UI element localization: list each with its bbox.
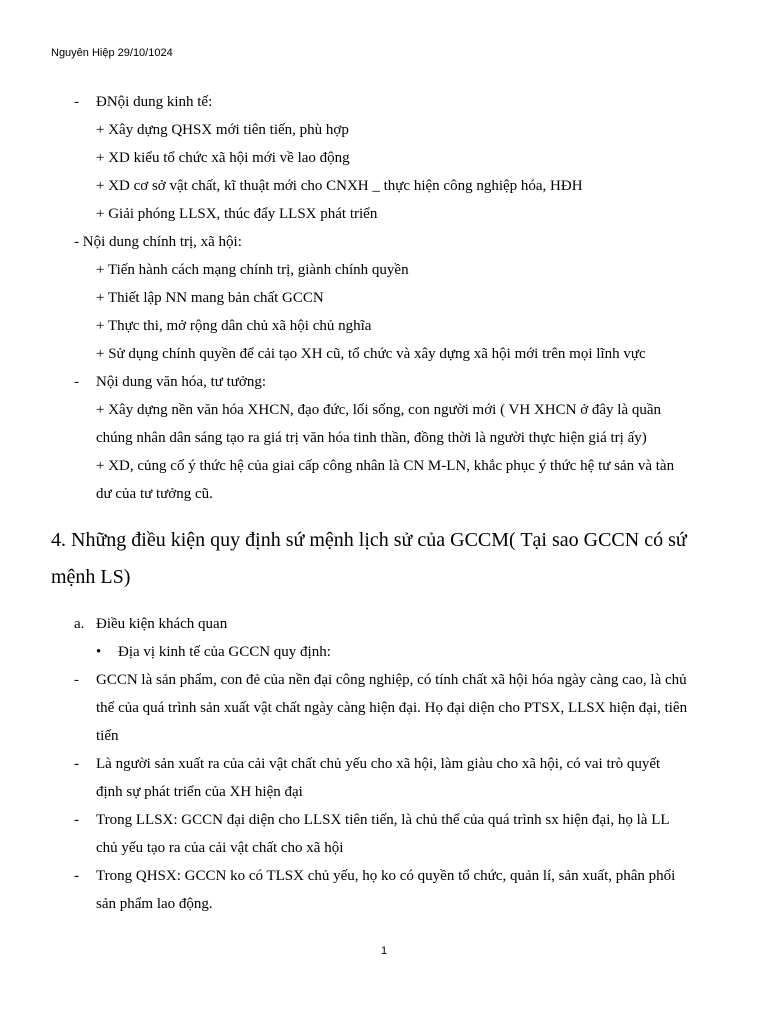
list-item: + Thiết lập NN mang bản chất GCCN [96, 290, 324, 306]
paragraph-line: GCCN là sản phẩm, con đẻ của nền đại công nghiệp, có tính chất xã hội hóa ngày càng cao, là chủ [96, 672, 687, 688]
paragraph-line: chủ yếu tạo ra của cải vật chất cho xã hội [96, 840, 344, 856]
paragraph-line: thể của quá trình sản xuất vật chất ngày càng hiện đại. Họ đại diện cho PTSX, LLSX hiện đại, tiên [96, 700, 688, 716]
section-label-economic: ĐNội dung kinh tế: [96, 94, 213, 110]
list-item: + XD cơ sở vật chất, kĩ thuật mới cho CNXH _ thực hiện công nghiệp hóa, HĐH [96, 178, 583, 194]
list-item: + Xây dựng QHSX mới tiên tiến, phù hợp [96, 122, 349, 138]
section-label-political: - Nội dung chính trị, xã hội: [74, 234, 242, 250]
list-item: + Sử dụng chính quyền để cải tạo XH cũ, tổ chức và xây dựng xã hội mới trên mọi lĩnh vực [96, 346, 646, 362]
list-marker: - [74, 94, 79, 110]
list-item: + Xây dựng nền văn hóa XHCN, đạo đức, lối sống, con người mới ( VH XHCN ở đây là quần [96, 402, 662, 418]
bullet-item: Địa vị kinh tế của GCCN quy định: [118, 644, 331, 660]
list-marker: a. [74, 616, 85, 632]
page-header: Nguyên Hiệp 29/10/1024 [51, 47, 173, 59]
bullet-marker: • [96, 644, 102, 660]
section-heading: 4. Những điều kiện quy định sứ mệnh lịch sử của GCCM( Tại sao GCCN có sứ [51, 529, 687, 551]
list-marker: - [74, 756, 79, 772]
list-marker: - [74, 374, 79, 390]
list-item-continuation: dư của tư tưởng cũ. [96, 486, 213, 502]
section-heading-continuation: mệnh LS) [51, 566, 131, 588]
paragraph-line: định sự phát triển của XH hiện đại [96, 784, 303, 800]
page-number: 1 [380, 945, 388, 957]
list-item: + XD, củng cố ý thức hệ của giai cấp công nhân là CN M-LN, khắc phục ý thức hệ tư sản và tàn [96, 458, 675, 474]
paragraph-line: sản phẩm lao động. [96, 896, 213, 912]
section-label-cultural: Nội dung văn hóa, tư tưởng: [96, 374, 267, 390]
list-marker: - [74, 868, 79, 884]
list-marker: - [74, 672, 79, 688]
paragraph-line: tiến [96, 728, 119, 744]
paragraph-line: Trong QHSX: GCCN ko có TLSX chủ yếu, họ ko có quyền tổ chức, quản lí, sản xuất, phân phối [96, 868, 676, 884]
subsection-label: Điều kiện khách quan [96, 616, 228, 632]
list-item: + Thực thi, mở rộng dân chủ xã hội chủ nghĩa [96, 318, 372, 334]
paragraph-line: Trong LLSX: GCCN đại diện cho LLSX tiên tiến, là chủ thể của quá trình sx hiện đại, họ là LL [96, 812, 670, 828]
paragraph-line: Là người sản xuất ra của cải vật chất chủ yếu cho xã hội, làm giàu cho xã hội, có vai trò quyết [96, 756, 661, 772]
list-item: + XD kiểu tổ chức xã hội mới về lao động [96, 150, 350, 166]
list-item-continuation: chúng nhân dân sáng tạo ra giá trị văn hóa tinh thần, đồng thời là người thực hiện giá trị ấy) [96, 430, 647, 446]
list-item: + Tiến hành cách mạng chính trị, giành chính quyền [96, 262, 409, 278]
list-marker: - [74, 812, 79, 828]
list-item: + Giải phóng LLSX, thúc đẩy LLSX phát triển [96, 206, 378, 222]
